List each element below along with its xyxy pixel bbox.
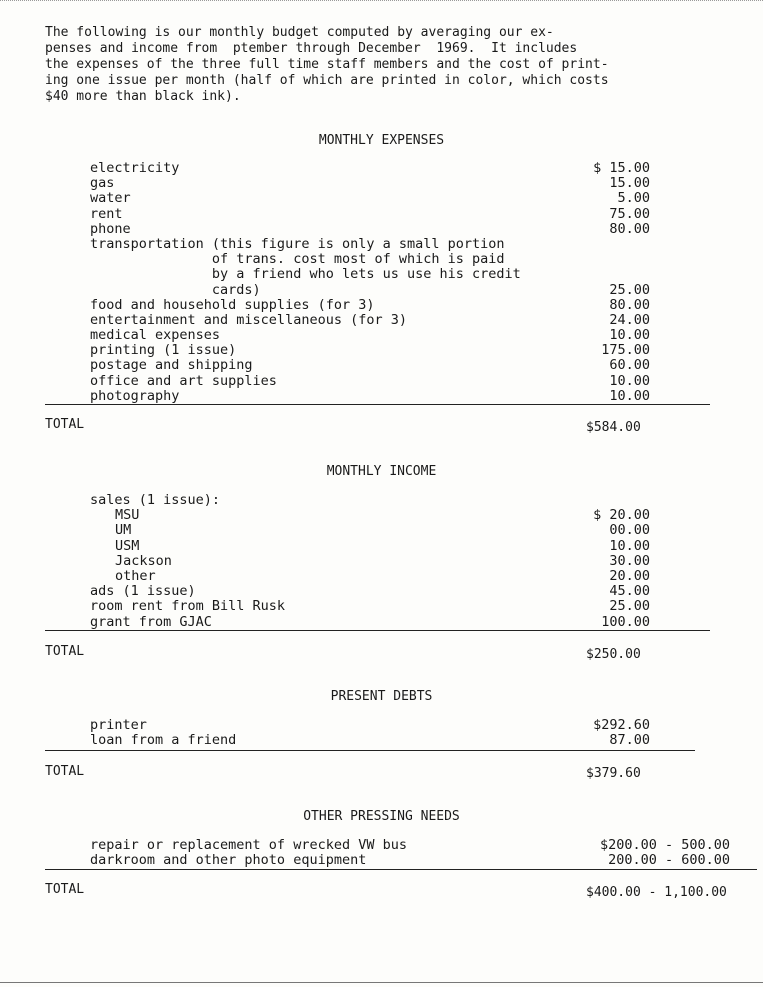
income-total-rule (45, 630, 710, 631)
income-item (90, 493, 650, 508)
item-label: darkroom and other photo equipment (90, 852, 367, 869)
item-label: rent (90, 205, 123, 222)
expense-item (90, 222, 650, 237)
item-amount: 25.00 (609, 281, 650, 298)
debts-heading: PRESENT DEBTS (330, 689, 433, 704)
intro-line: ing one issue per month (half of which are printed in color, which costs (45, 73, 609, 88)
item-amount: $ 15.00 (593, 160, 650, 176)
item-amount: 10.00 (609, 537, 650, 554)
income-item (90, 615, 650, 630)
item-label: gas (90, 175, 115, 192)
expense-item (90, 237, 650, 252)
need-item (90, 838, 730, 853)
item-label: transportation (this figure is only a small portion (90, 235, 505, 252)
debts-total-label: TOTAL (45, 764, 85, 779)
expense-item (90, 328, 650, 343)
item-amount: 24.00 (609, 311, 650, 328)
expense-item (90, 252, 650, 267)
item-amount: 10.00 (609, 372, 650, 389)
item-amount: 45.00 (609, 583, 650, 600)
expense-item (90, 313, 650, 328)
expense-item (90, 161, 650, 176)
income-list (90, 493, 650, 630)
income-item (90, 599, 650, 614)
item-amount: $ 20.00 (593, 507, 650, 524)
item-label: photography (90, 387, 180, 404)
item-label: MSU (115, 507, 140, 524)
debts-total: $379.60 (586, 766, 641, 781)
expense-item (90, 207, 650, 222)
item-label: postage and shipping (90, 357, 253, 374)
item-label: printer (90, 717, 147, 733)
item-label: UM (115, 522, 132, 539)
expense-item (90, 283, 650, 298)
bottom-edge-line (0, 982, 763, 983)
item-label: by a friend who lets us use his credit (90, 266, 521, 283)
item-label: ads (1 issue) (90, 583, 196, 600)
intro-paragraph (45, 25, 695, 105)
expense-item (90, 191, 650, 206)
intro-line: the expenses of the three full time staff members and the cost of print- (45, 57, 609, 72)
item-label: cards) (90, 281, 261, 298)
item-amount: 100.00 (601, 613, 650, 630)
needs-heading: OTHER PRESSING NEEDS (303, 809, 460, 824)
debt-item (90, 733, 650, 748)
expense-item (90, 358, 650, 373)
item-amount: 5.00 (617, 190, 650, 207)
item-amount: 25.00 (609, 598, 650, 615)
needs-total-label: TOTAL (45, 882, 85, 897)
intro-line: $40 more than black ink). (45, 89, 241, 104)
expenses-heading: MONTHLY EXPENSES (318, 133, 445, 148)
expense-item (90, 267, 650, 282)
need-item (90, 853, 730, 868)
needs-total-rule (45, 869, 757, 870)
item-label: sales (1 issue): (90, 492, 221, 508)
income-total-label: TOTAL (45, 644, 85, 659)
income-item (90, 569, 650, 584)
expenses-total: $584.00 (586, 420, 641, 435)
item-label: phone (90, 220, 131, 237)
expense-item (90, 176, 650, 191)
income-item (90, 539, 650, 554)
debts-list (90, 718, 650, 748)
income-item (90, 554, 650, 569)
item-amount: 75.00 (609, 205, 650, 222)
item-amount: $200.00 - 500.00 (599, 837, 730, 853)
item-label: grant from GJAC (90, 613, 212, 630)
item-amount: 20.00 (609, 567, 650, 584)
intro-line: penses and income from ptember through December 1969. It includes (45, 41, 578, 56)
item-amount: 175.00 (601, 342, 650, 359)
income-item (90, 584, 650, 599)
item-label: electricity (90, 160, 180, 176)
item-amount: 87.00 (609, 732, 650, 749)
expenses-list (90, 161, 650, 404)
expense-item (90, 298, 650, 313)
item-label: Jackson (115, 552, 172, 569)
item-amount: 15.00 (609, 175, 650, 192)
expenses-total-label: TOTAL (45, 417, 85, 432)
item-label: loan from a friend (90, 732, 237, 749)
debts-total-rule (45, 750, 695, 751)
item-label: other (115, 567, 156, 584)
item-label: entertainment and miscellaneous (for 3) (90, 311, 407, 328)
item-label: medical expenses (90, 327, 221, 344)
item-label: office and art supplies (90, 372, 277, 389)
item-amount: 10.00 (609, 327, 650, 344)
item-amount: 80.00 (609, 296, 650, 313)
item-label: printing (1 issue) (90, 342, 237, 359)
income-item (90, 523, 650, 538)
item-label: room rent from Bill Rusk (90, 598, 286, 615)
intro-line: The following is our monthly budget computed by averaging our ex- (45, 25, 554, 40)
item-label: USM (115, 537, 140, 554)
income-heading: MONTHLY INCOME (326, 464, 437, 479)
item-amount: 30.00 (609, 552, 650, 569)
item-label: repair or replacement of wrecked VW bus (90, 837, 407, 853)
income-item (90, 508, 650, 523)
debt-item (90, 718, 650, 733)
top-edge-dots (0, 0, 763, 1)
expense-item (90, 343, 650, 358)
item-amount: 200.00 - 600.00 (608, 852, 730, 869)
needs-list (90, 838, 730, 868)
item-label: food and household supplies (for 3) (90, 296, 375, 313)
needs-total: $400.00 - 1,100.00 (586, 885, 727, 900)
expense-item (90, 374, 650, 389)
item-amount: 00.00 (609, 522, 650, 539)
item-amount: 60.00 (609, 357, 650, 374)
item-amount: $292.60 (593, 717, 650, 733)
expenses-total-rule (45, 404, 710, 405)
item-amount: 10.00 (609, 387, 650, 404)
expense-item (90, 389, 650, 404)
item-label: of trans. cost most of which is paid (90, 251, 505, 268)
income-total: $250.00 (586, 647, 641, 662)
item-amount: 80.00 (609, 220, 650, 237)
item-label: water (90, 190, 131, 207)
